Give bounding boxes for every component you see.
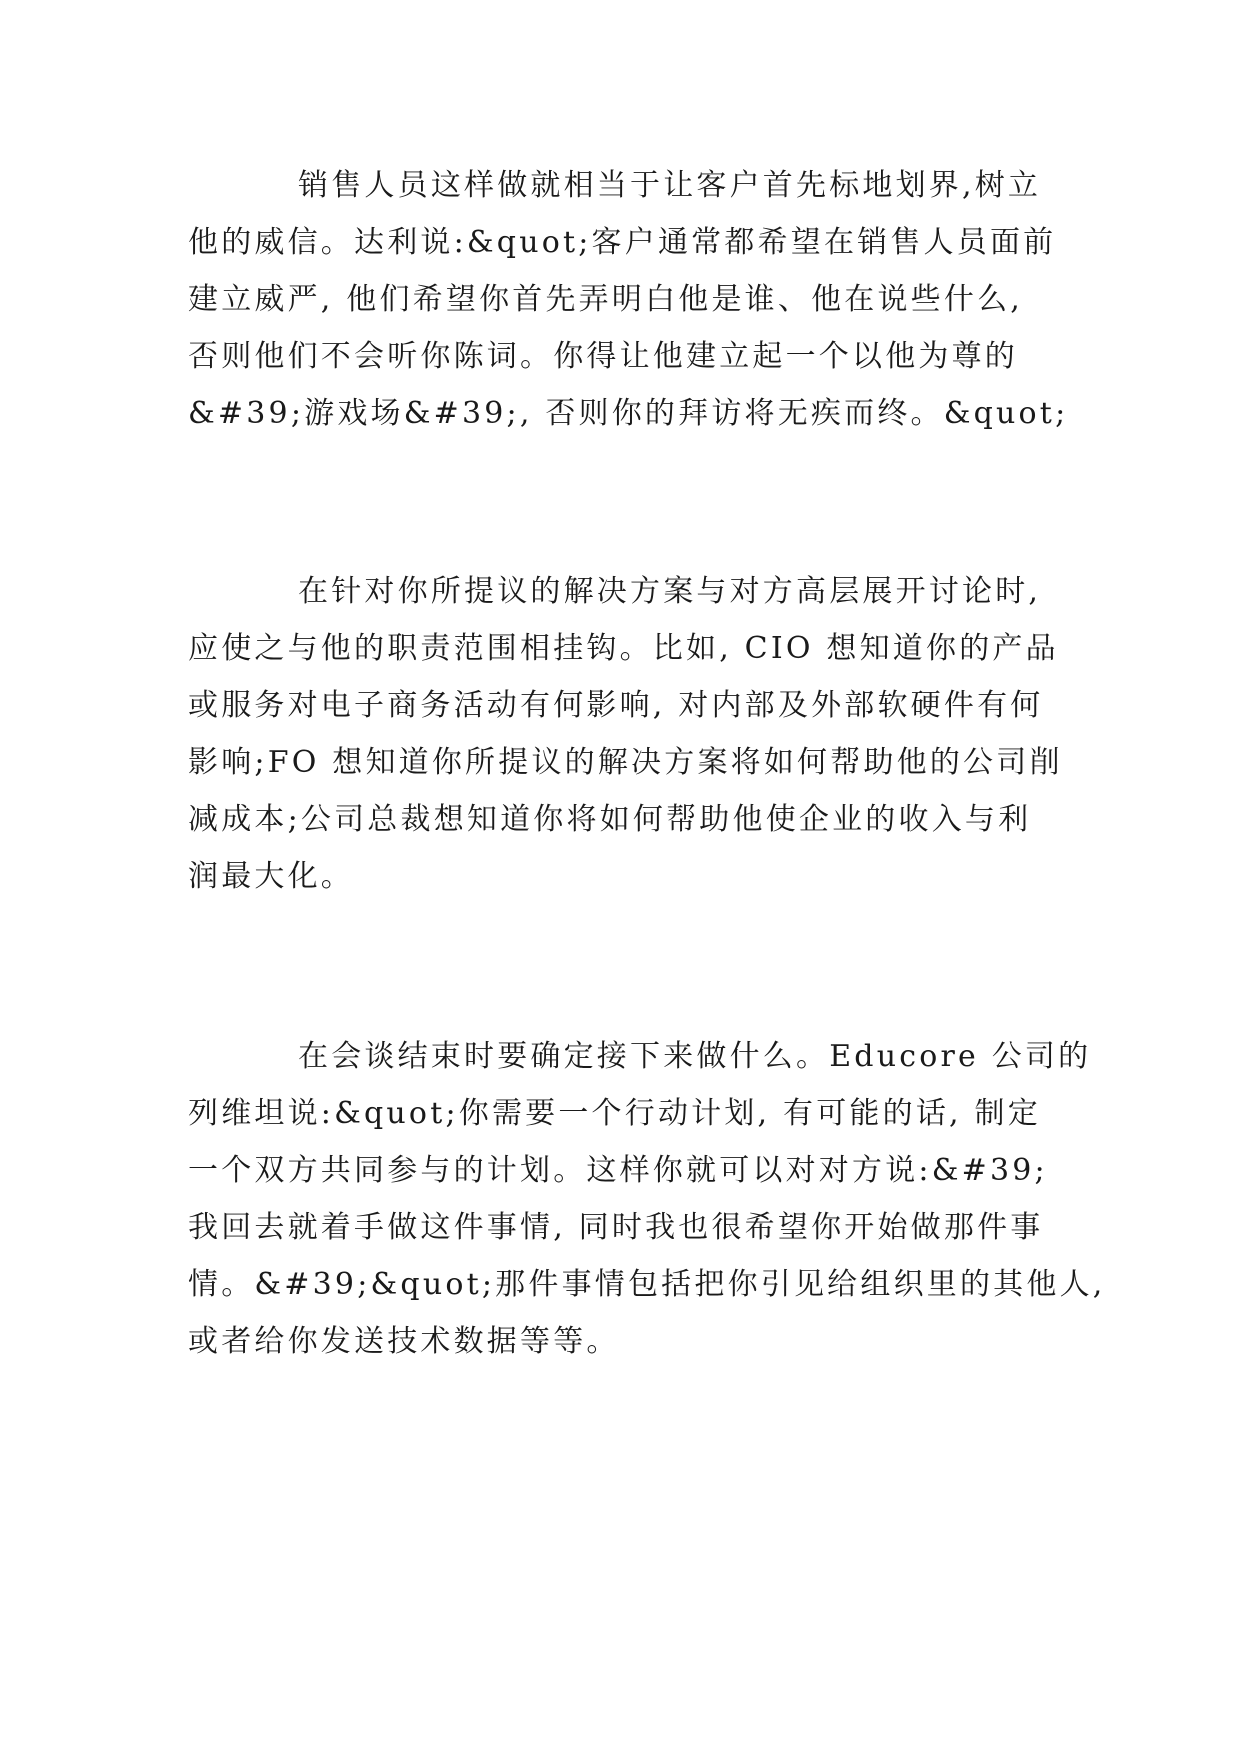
paragraph-line: 他的威信。达利说:&quot;客户通常都希望在销售人员面前 — [188, 225, 1057, 260]
paragraph-line: 我回去就着手做这件事情, 同时我也很希望你开始做那件事 — [188, 1210, 1044, 1245]
paragraph-line: 或者给你发送技术数据等等。 — [188, 1324, 620, 1359]
paragraph-line: 影响;FO 想知道你所提议的解决方案将如何帮助他的公司削 — [188, 745, 1063, 780]
paragraph-line: &#39;游戏场&#39;, 否则你的拜访将无疾而终。&quot; — [188, 396, 1069, 431]
paragraph-line: 润最大化。 — [188, 859, 354, 894]
paragraph-line: 一个双方共同参与的计划。这样你就可以对对方说:&#39; — [188, 1153, 1048, 1188]
paragraph-line: 建立威严, 他们希望你首先弄明白他是谁、他在说些什么, — [188, 282, 1024, 317]
paragraph-line: 在针对你所提议的解决方案与对方高层展开讨论时, — [298, 574, 1042, 609]
paragraph-line: 否则他们不会听你陈词。你得让他建立起一个以他为尊的 — [188, 339, 1018, 374]
paragraph-2 — [188, 563, 1063, 905]
paragraph-line: 情。&#39;&quot;那件事情包括把你引见给组织里的其他人, — [188, 1267, 1106, 1302]
paragraph-line: 在会谈结束时要确定接下来做什么。Educore 公司的 — [298, 1039, 1092, 1074]
paragraph-1 — [188, 157, 1069, 442]
paragraph-3 — [188, 1028, 1106, 1370]
paragraph-line: 减成本;公司总裁想知道你将如何帮助他使企业的收入与利 — [188, 802, 1032, 837]
paragraph-line: 应使之与他的职责范围相挂钩。比如, CIO 想知道你的产品 — [188, 631, 1059, 666]
paragraph-line: 或服务对电子商务活动有何影响, 对内部及外部软硬件有何 — [188, 688, 1044, 723]
paragraph-line: 列维坦说:&quot;你需要一个行动计划, 有可能的话, 制定 — [188, 1096, 1041, 1131]
paragraph-line: 销售人员这样做就相当于让客户首先标地划界,树立 — [298, 168, 1042, 203]
